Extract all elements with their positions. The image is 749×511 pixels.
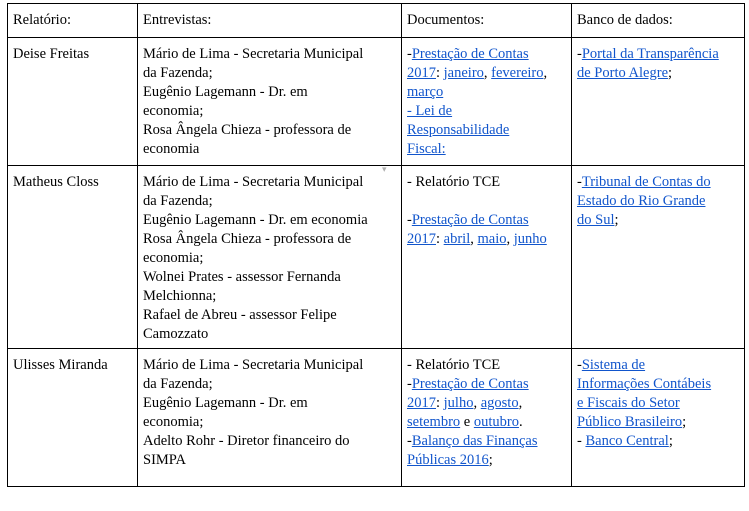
prestacao-de-contas-link[interactable]: Prestação de Contas (411, 376, 529, 392)
entrevista-line: Mário de Lima - Secretaria Municipal (143, 46, 364, 62)
entrevista-line: economia; (143, 250, 204, 266)
table-row (8, 349, 745, 487)
outubro-link[interactable]: outubro (473, 414, 519, 430)
entrevistas-cell (138, 349, 402, 487)
marco-link[interactable]: março (407, 84, 444, 100)
janeiro-link[interactable]: janeiro (443, 65, 484, 81)
siconfi-link[interactable]: Informações Contábeis (577, 376, 712, 392)
entrevista-line: Rosa Ângela Chieza - professora de (143, 122, 352, 138)
entrevista-line: Mário de Lima - Secretaria Municipal (143, 174, 364, 190)
relatorio-tce-text: - Relatório TCE (407, 174, 501, 190)
header-row (8, 4, 745, 38)
banco-central-link[interactable]: Banco Central (585, 433, 669, 449)
tribunal-de-contas-link[interactable]: do Sul (577, 212, 615, 228)
entrevista-line: Eugênio Lagemann - Dr. em (143, 84, 308, 100)
banco-cell: -Sistema de Informações Contábeis e Fiscais do Setor Público Brasileiro; - Banco Central; (572, 349, 745, 487)
entrevista-line: da Fazenda; (143, 193, 213, 209)
prestacao-de-contas-link[interactable]: Prestação de Contas (411, 46, 529, 62)
entrevista-line: Wolnei Prates - assessor Fernanda (143, 269, 341, 285)
relatorio-tce-text: - Relatório TCE (407, 357, 501, 373)
banco-cell: -Tribunal de Contas do Estado do Rio Grande do Sul; (572, 166, 745, 349)
entrevista-line: Rosa Ângela Chieza - professora de (143, 231, 352, 247)
header-relatorio: Relatório: (8, 4, 138, 38)
banco-cell: -Portal da Transparência de Porto Alegre; (572, 38, 745, 166)
lei-de-responsabilidade-fiscal-link[interactable]: Responsabilidade (407, 122, 510, 138)
documentos-cell: - Relatório TCE -Prestação de Contas 2017: julho, agosto, setembro e outubro. -Balanço das Finanças Públicas 2016; (402, 349, 572, 487)
documentos-cell: -Prestação de Contas 2017: janeiro, fevereiro, março - Lei de Responsabilidade Fiscal: (402, 38, 572, 166)
balanco-financas-link[interactable]: Públicas 2016 (407, 452, 489, 468)
relatorio-cell: Deise Freitas (8, 38, 138, 166)
entrevista-line: da Fazenda; (143, 65, 213, 81)
entrevista-line: Adelto Rohr - Diretor financeiro do (143, 433, 350, 449)
entrevista-line: economia (143, 141, 200, 157)
entrevistas-cell (138, 38, 402, 166)
header-banco-de-dados: Banco de dados: (572, 4, 745, 38)
entrevista-line: economia; (143, 414, 204, 430)
dash: - (407, 46, 412, 62)
setembro-link[interactable]: setembro (407, 414, 461, 430)
balanco-financas-link[interactable]: Balanço das Finanças (411, 433, 538, 449)
entrevista-line: Eugênio Lagemann - Dr. em economia (143, 212, 368, 228)
maio-link[interactable]: maio (477, 231, 507, 247)
entrevista-line: Melchionna; (143, 288, 217, 304)
cell-dropdown-arrow-icon: ▾ (382, 164, 387, 174)
abril-link[interactable]: abril (443, 231, 471, 247)
siconfi-link[interactable]: Público Brasileiro (577, 414, 683, 430)
table-row (8, 166, 745, 349)
tribunal-de-contas-link[interactable]: Estado do Rio Grande (577, 193, 706, 209)
relatorio-cell: Ulisses Miranda (8, 349, 138, 487)
portal-transparencia-link[interactable]: de Porto Alegre (577, 65, 669, 81)
year-2017-link[interactable]: 2017 (407, 395, 436, 411)
entrevista-line: Rafael de Abreu - assessor Felipe (143, 307, 337, 323)
fevereiro-link[interactable]: fevereiro (491, 65, 544, 81)
entrevistas-cell (138, 166, 402, 349)
entrevista-line: da Fazenda; (143, 376, 213, 392)
entrevista-line: Mário de Lima - Secretaria Municipal (143, 357, 364, 373)
table-row (8, 38, 745, 166)
entrevista-line: SIMPA (143, 452, 186, 468)
portal-transparencia-link[interactable]: Portal da Transparência (581, 46, 719, 62)
entrevista-line: Eugênio Lagemann - Dr. em (143, 395, 308, 411)
junho-link[interactable]: junho (513, 231, 547, 247)
relatorio-cell: Matheus Closs (8, 166, 138, 349)
header-documentos: Documentos: (402, 4, 572, 38)
siconfi-link[interactable]: e Fiscais do Setor (577, 395, 680, 411)
entrevista-line: Camozzato (143, 326, 209, 342)
lei-de-responsabilidade-fiscal-link[interactable]: - Lei de (407, 103, 453, 119)
year-2017-link[interactable]: 2017 (407, 231, 436, 247)
lei-de-responsabilidade-fiscal-link[interactable]: Fiscal: (407, 141, 446, 157)
sources-table (7, 3, 745, 487)
agosto-link[interactable]: agosto (480, 395, 519, 411)
documentos-cell: - Relatório TCE -Prestação de Contas 2017: abril, maio, junho (402, 166, 572, 349)
entrevista-line: economia; (143, 103, 204, 119)
prestacao-de-contas-link[interactable]: Prestação de Contas (411, 212, 529, 228)
siconfi-link[interactable]: Sistema de (581, 357, 646, 373)
header-entrevistas: Entrevistas: (138, 4, 402, 38)
tribunal-de-contas-link[interactable]: Tribunal de Contas do (581, 174, 711, 190)
julho-link[interactable]: julho (443, 395, 474, 411)
year-2017-link[interactable]: 2017 (407, 65, 436, 81)
